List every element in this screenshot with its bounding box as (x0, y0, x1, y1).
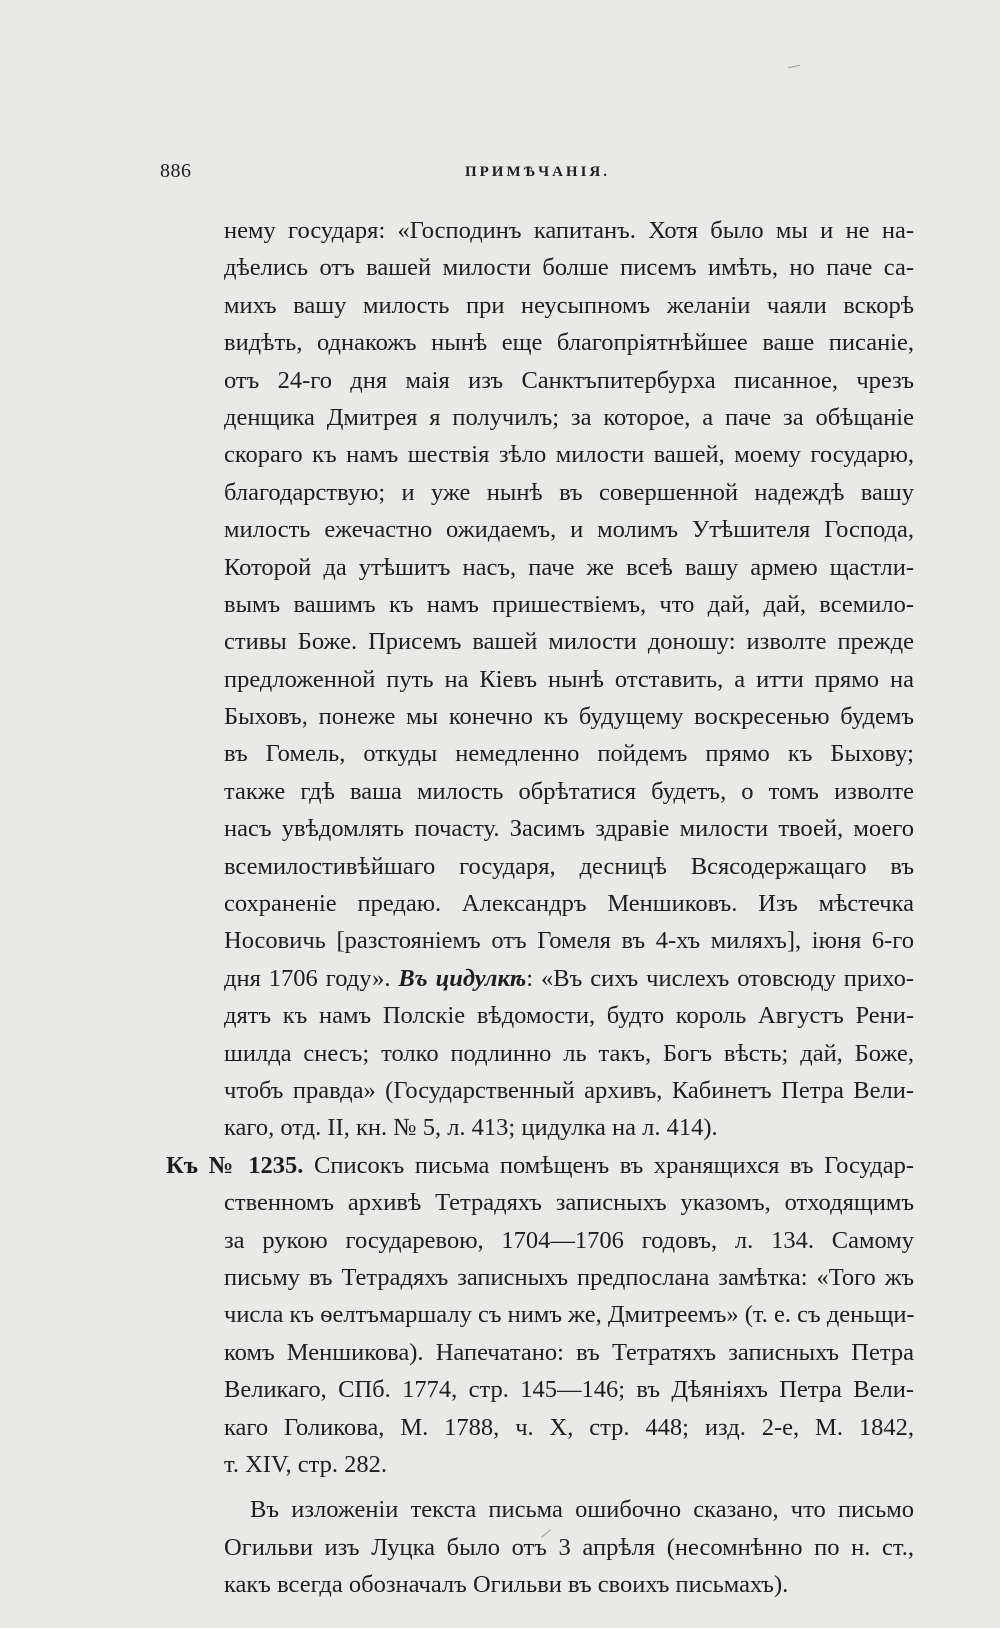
text-line: михъ вашу милость при неусыпномъ желаніи чаяли вскорѣ (224, 291, 914, 319)
cidulka-before: дня 1706 году». (224, 964, 399, 992)
cidulka-italic: Въ цидулкѣ (398, 964, 527, 992)
note-first-line-rest: Списокъ письма помѣщенъ въ хранящихся въ Государ- (303, 1151, 915, 1179)
page-number: 886 (160, 160, 192, 182)
text-line: въ Гомель, откуды немедленно пойдемъ прямо къ Быхову; (224, 740, 914, 768)
text-line: скораго къ намъ шествія зѣло милости вашей, моему государю, (224, 441, 914, 469)
text-line: дятъ къ намъ Полскіе вѣдомости, будто король Августъ Рени- (224, 1002, 914, 1030)
text-line: насъ увѣдомлять почасту. Засимъ здравіе милости твоей, моего (224, 815, 914, 843)
text-line: Быховъ, понеже мы конечно къ будущему воскресенью будемъ (224, 703, 914, 731)
note-line: каго Голикова, М. 1788, ч. X, стр. 448; изд. 2-е, М. 1842, (224, 1413, 914, 1441)
text-line: каго, отд. II, кн. № 5, л. 413; цидулка на л. 414). (224, 1114, 718, 1142)
note-line: ственномъ архивѣ Тетрадяхъ записныхъ указомъ, отходящимъ (224, 1189, 914, 1217)
text-line: нему государя: «Господинъ капитанъ. Хотя было мы и не на- (224, 217, 914, 244)
final-paragraph-line: Огильви изъ Луцка было отъ 3 апрѣля (несомнѣнно по н. ст., (224, 1533, 914, 1561)
paper-mark (788, 65, 800, 68)
text-line: Которой да утѣшитъ насъ, паче же всеѣ вашу армею щастли- (224, 553, 914, 581)
text-line-cidulka (224, 960, 914, 997)
text-line: Носовичь [разстояніемъ отъ Гомеля въ 4-хъ миляхъ], іюня 6-го (224, 927, 914, 955)
note-1235-heading-line (166, 1147, 914, 1184)
running-head: ПРИМѢЧАНІЯ. (464, 164, 611, 180)
note-line: числа къ ѳелтъмаршалу съ нимъ же, Дмитреемъ» (т. е. съ деньщи- (224, 1301, 915, 1329)
final-paragraph-line: Въ изложеніи текста письма ошибочно сказано, что письмо (250, 1496, 914, 1524)
text-line: видѣть, однакожъ нынѣ еще благопріятнѣйшее ваше писаніе, (224, 329, 914, 357)
text-line: также гдѣ ваша милость обрѣтатися будетъ, о томъ изволте (224, 777, 914, 805)
text-line: стивы Боже. Присемъ вашей милости доношу: изволте прежде (224, 628, 914, 656)
note-line: комъ Меншикова). Напечатано: въ Тетратяхъ записныхъ Петра (224, 1338, 914, 1366)
text-line: всемилостивѣйшаго государя, десницѣ Всясодержащаго въ (224, 852, 914, 880)
note-line: письму въ Тетрадяхъ записныхъ предпослана замѣтка: «Того жъ (224, 1263, 914, 1291)
text-line: дѣелись отъ вашей милости болше писемъ имѣть, но паче са- (224, 254, 914, 282)
note-line: за рукою государевою, 1704—1706 годовъ, л. 134. Самому (224, 1226, 914, 1254)
final-paragraph-line: какъ всегда обозначалъ Огильви въ своихъ письмахъ). (224, 1571, 789, 1599)
text-line: вымъ вашимъ къ намъ пришествіемъ, что дай, дай, всемило- (224, 590, 914, 618)
note-line: Великаго, СПб. 1774, стр. 145—146; въ Дѣяніяхъ Петра Вели- (224, 1376, 914, 1404)
text-line: благодарствую; и уже нынѣ въ совершенной надеждѣ вашу (224, 478, 914, 506)
text-line: денщика Дмитрея я получилъ; за которое, а паче за обѣщаніе (224, 403, 914, 431)
page-header (160, 160, 915, 190)
note-label: Къ № 1235. (166, 1151, 304, 1179)
body-text (166, 212, 915, 1603)
cidulka-after: : «Въ сихъ числехъ отовсюду прихо- (526, 964, 914, 992)
note-line: т. XIV, стр. 282. (224, 1450, 388, 1478)
text-line: сохраненіе предаю. Александръ Меншиковъ. Изъ мѣстечка (224, 890, 914, 918)
text-line: отъ 24-го дня маія изъ Санктъпитербурха писанное, чрезъ (224, 366, 914, 394)
text-line: чтобъ правда» (Государственный архивъ, Кабинетъ Петра Вели- (224, 1076, 914, 1104)
text-line: милость ежечастно ожидаемъ, и молимъ Утѣшителя Господа, (224, 516, 914, 544)
text-line: шилда снесъ; толко подлинно ль такъ, Богъ вѣсть; дай, Боже, (224, 1039, 914, 1067)
text-line: предложенной путь на Кіевъ нынѣ отставить, а итти прямо на (224, 665, 914, 693)
